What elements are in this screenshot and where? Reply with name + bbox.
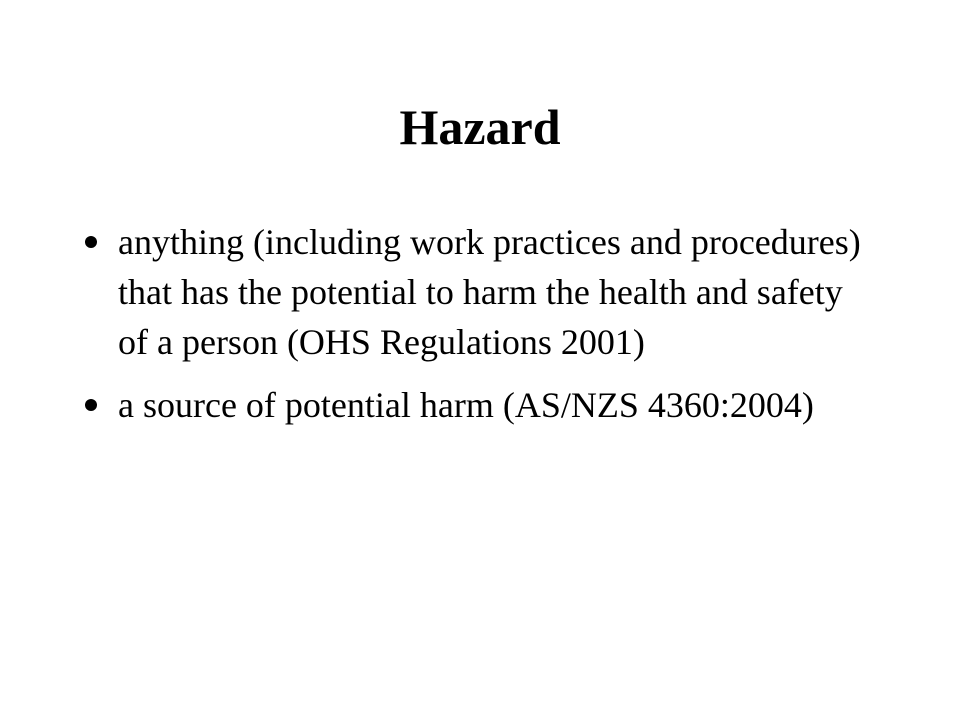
bullet-item-1 <box>82 217 872 367</box>
bullet-list <box>82 217 872 443</box>
bullet-dot-icon <box>82 380 118 430</box>
slide-title: Hazard <box>399 99 561 155</box>
bullet-text-1: anything (including work practices and procedures) that has the potential to harm the health and safety of a person (OHS Regulations 2001) <box>118 222 861 362</box>
bullet-item-2 <box>82 380 872 430</box>
bullet-dot-icon <box>82 217 118 267</box>
bullet-text-2: a source of potential harm (AS/NZS 4360:2004) <box>118 385 814 425</box>
